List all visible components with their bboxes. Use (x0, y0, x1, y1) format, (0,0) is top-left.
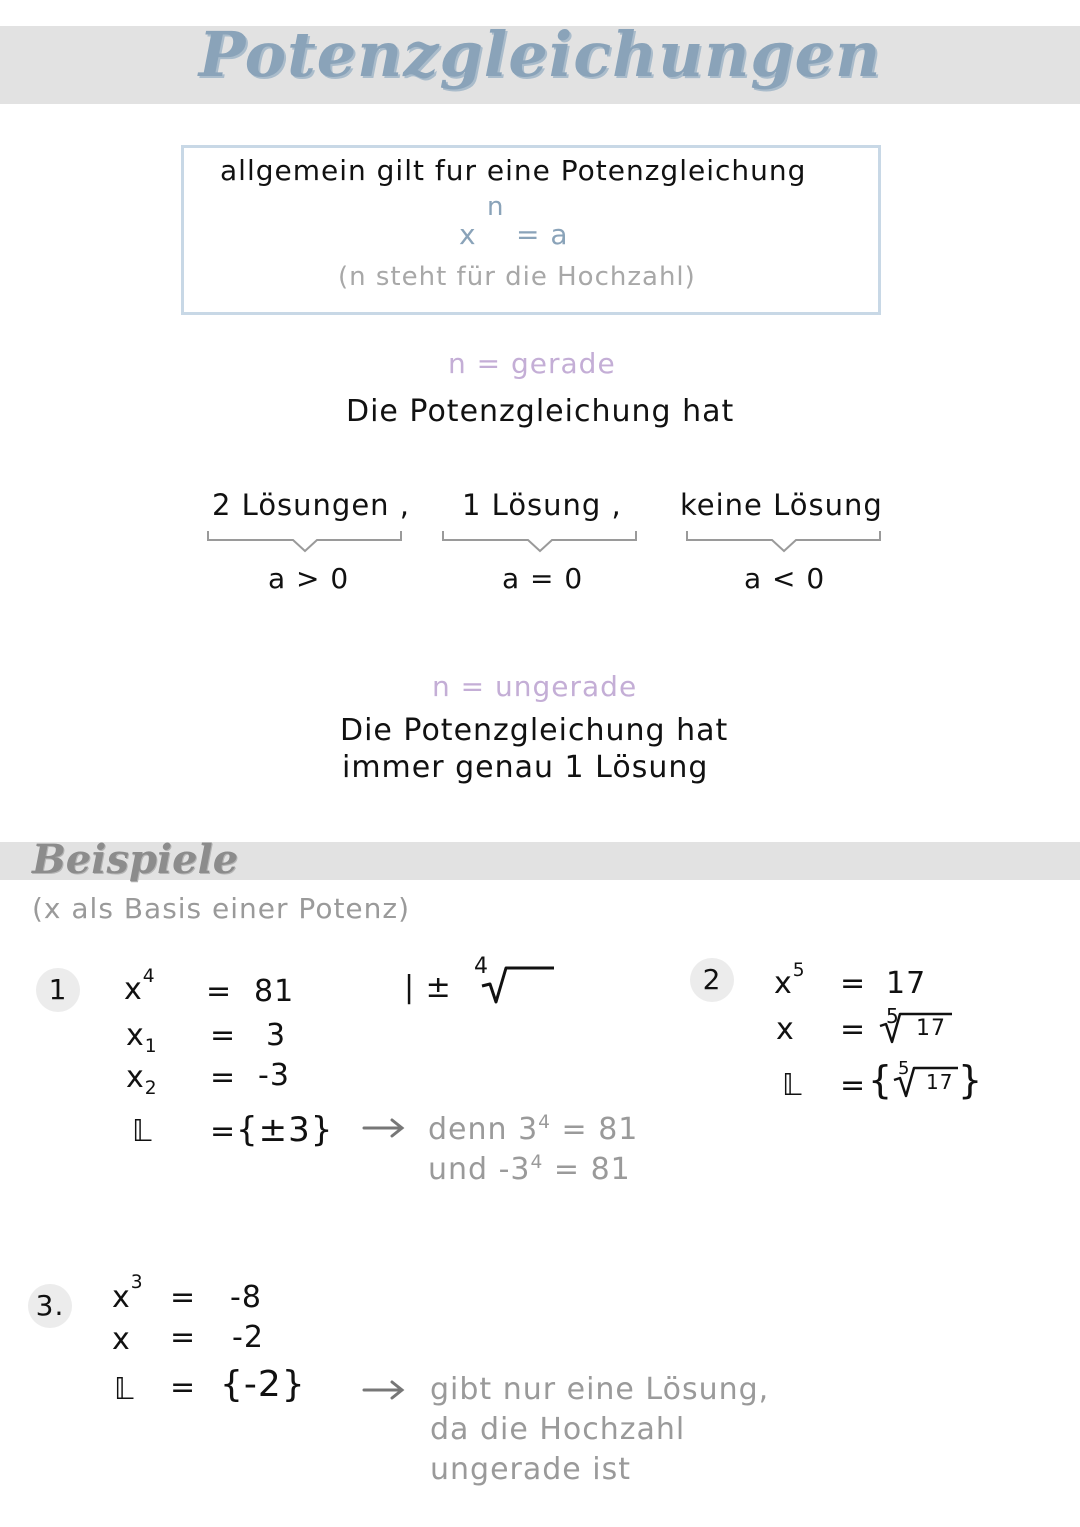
ex1-arrow-icon (362, 1116, 408, 1140)
case-no-solution-condition: a < 0 (744, 562, 826, 595)
examples-heading: Beispiele (32, 836, 239, 883)
ex3-solution-eq: = (170, 1370, 197, 1405)
definition-exponent: n (487, 192, 505, 222)
even-statement: Die Potenzgleichung hat (346, 394, 735, 429)
odd-statement-line1: Die Potenzgleichung hat (340, 713, 729, 748)
odd-statement-line2: immer genau 1 Lösung (342, 750, 709, 785)
ex3-l1-sup: 3 (130, 1272, 144, 1293)
example-1-number: 1 (36, 968, 80, 1012)
definition-note: (n steht für die Hochzahl) (338, 262, 696, 292)
odd-condition: n = ungerade (432, 670, 638, 703)
example-2-line-1 (774, 960, 806, 1001)
ex1-root-sign-icon (478, 964, 558, 1008)
ex3-l2-lhs: x (112, 1322, 131, 1357)
ex1-note-line1 (428, 1112, 638, 1147)
ex2-l1-lhs: x (774, 966, 793, 1001)
ex1-l3-lhs: x (126, 1060, 145, 1095)
ex3-solution-label: 𝕃 (114, 1372, 135, 1407)
ex1-l1-sup: 4 (142, 966, 156, 987)
ex1-solution-set: {±3} (236, 1110, 334, 1150)
ex2-solution-radicand: 17 (926, 1070, 954, 1094)
case-two-solutions-label: 2 Lösungen , (212, 488, 410, 522)
ex1-note-1-rest: = 81 (561, 1112, 639, 1147)
ex1-l2-rhs: 3 (266, 1018, 287, 1053)
example-1-line-3 (126, 1060, 158, 1099)
ex1-l3-rhs: -3 (258, 1058, 290, 1093)
page-title: Potenzgleichungen (198, 18, 882, 91)
case-two-solutions-condition: a > 0 (268, 562, 350, 595)
ex1-note-line2 (428, 1152, 631, 1187)
ex1-l3-sub: 2 (144, 1078, 158, 1099)
ex2-l2-eq: = (840, 1012, 867, 1047)
ex1-l3-eq: = (210, 1060, 237, 1095)
ex2-solution-root-index: 5 (898, 1058, 911, 1079)
ex2-solution-open: { (868, 1058, 894, 1102)
ex1-root-index: 4 (474, 954, 489, 979)
definition-intro: allgemein gilt fur eine Potenzgleichung (220, 154, 807, 187)
ex3-l1-eq: = (170, 1280, 197, 1315)
ex1-solution-label: 𝕃 (132, 1114, 153, 1149)
definition-equation-left: x (459, 218, 477, 251)
case-one-solution-condition: a = 0 (502, 562, 584, 595)
ex2-solution-close: } (958, 1058, 984, 1102)
ex1-l2-sub: 1 (144, 1036, 158, 1057)
example-1-line-1 (124, 966, 156, 1007)
ex1-note-1-sup: 4 (538, 1112, 551, 1133)
ex2-l1-eq: = (840, 966, 867, 1001)
ex3-l2-eq: = (170, 1320, 197, 1355)
ex1-solution-eq: = (210, 1114, 237, 1149)
example-3-line-1 (112, 1272, 144, 1315)
ex3-l2-rhs: -2 (232, 1320, 264, 1355)
even-condition: n = gerade (448, 347, 616, 380)
ex2-solution-eq: = (840, 1068, 867, 1103)
ex1-l1-rhs: 81 (254, 974, 295, 1009)
example-2-number: 2 (690, 958, 734, 1002)
definition-equation-right: = a (516, 218, 569, 251)
ex2-l2-radicand: 17 (916, 1016, 946, 1041)
ex1-l1-eq: = (206, 974, 233, 1009)
ex1-note-2-text: und -3 (428, 1152, 531, 1187)
example-3-number: 3. (28, 1284, 72, 1328)
brace-no-solution (684, 528, 884, 554)
ex2-solution-label: 𝕃 (782, 1068, 803, 1103)
brace-two-solutions (205, 528, 405, 554)
ex2-l1-rhs: 17 (886, 966, 927, 1001)
ex3-note-line3: ungerade ist (430, 1452, 632, 1487)
ex2-l2-lhs: x (776, 1012, 795, 1047)
ex3-arrow-icon (362, 1378, 408, 1402)
ex3-note-line1: gibt nur eine Lösung, (430, 1372, 770, 1407)
example-1-line-2 (126, 1018, 158, 1057)
ex1-note-2-sup: 4 (530, 1152, 544, 1173)
ex3-solution-set: {-2} (220, 1364, 306, 1405)
ex3-note-line2: da die Hochzahl (430, 1412, 686, 1447)
ex1-l2-lhs: x (126, 1018, 145, 1053)
ex1-note-2-rest: = 81 (553, 1152, 631, 1187)
ex1-operation: | ± (404, 970, 452, 1005)
ex2-l2-root-index: 5 (886, 1004, 900, 1028)
case-one-solution-label: 1 Lösung , (462, 488, 622, 522)
ex1-l1-lhs: x (124, 972, 143, 1007)
examples-subheading: (x als Basis einer Potenz) (32, 892, 411, 925)
brace-one-solution (440, 528, 640, 554)
ex1-note-1-text: denn 3 (428, 1112, 539, 1147)
ex3-l1-lhs: x (112, 1280, 131, 1315)
ex2-l1-sup: 5 (792, 960, 806, 981)
case-no-solution-label: keine Lösung (680, 488, 883, 522)
ex3-l1-rhs: -8 (230, 1280, 262, 1315)
ex1-l2-eq: = (210, 1018, 237, 1053)
